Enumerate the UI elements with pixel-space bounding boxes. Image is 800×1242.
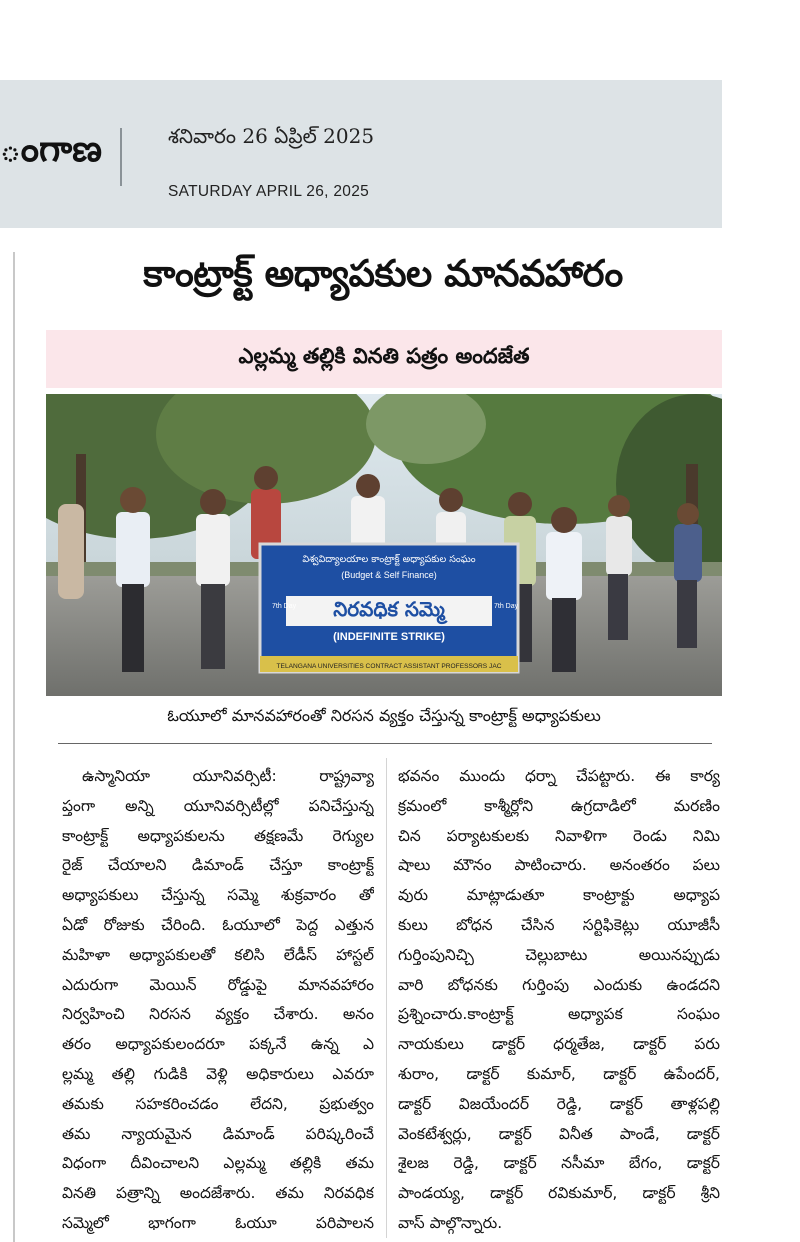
caption-divider [58,743,712,744]
body-line: తమకు సహకరించడం లేదని, ప్రభుత్వం [62,1094,374,1113]
body-line: ల్లమ్మ తల్లి గుడికి వెళ్లి అధికారులు ఎవరూ [62,1064,374,1083]
body-line: షాలు మౌనం పాటించారు. అనంతరం పలు [398,856,720,875]
banner-day-left: 7th Day [272,603,297,610]
protest-photo [46,394,722,696]
body-line: ఏడో రోజుకు చేరింది. ఓయూలో పెద్ద ఎత్తున [62,915,374,934]
photo-caption: ఓయూలో మానవహారంతో నిరసన వ్యక్తం చేస్తున్న కాంట్రాక్ట్ అధ్యాపకులు [167,706,601,725]
banner-main-text: నిరవధిక సమ్మె [333,597,445,621]
body-line: డాక్టర్ విజయేందర్ రెడ్డి, డాక్టర్ తాళ్లపల్లి [398,1094,720,1113]
column-divider [386,758,387,1238]
banner-day-right: 7th Day [494,603,519,610]
body-line: మహిళా అధ్యాపకులతో కలిసి లేడీస్ హాస్టల్ [62,945,374,964]
body-line: వాస్ పాల్గొన్నారు. [398,1213,503,1232]
body-line: పాండయ్య, డాక్టర్ రవికుమార్, డాక్టర్ శ్రీని [398,1184,720,1203]
body-line: శురాం, డాక్టర్ కుమార్, డాక్టర్ ఉపేందర్, [398,1064,720,1083]
body-line: ఉస్మానియా యూనివర్సిటీ: రాష్ట్రవ్యా [82,767,374,785]
strike-banner [260,544,519,672]
body-line: నిర్వహించి నిరసన వ్యక్తం చేశారు. అనం [62,1005,374,1024]
body-line: వినతి పత్రాన్ని అందజేశారు. తమ నిరవధిక [62,1184,374,1203]
date-telugu: శనివారం 26 ఏప్రిల్ 2025 [168,124,375,148]
body-line: వెంకటేశ్వర్లు, డాక్టర్ వినీత పాండే, డాక్టర్ [398,1124,720,1143]
banner-english-text: (INDEFINITE STRIKE) [333,631,445,643]
body-line: వురు మాట్లాడుతూ కాంట్రాక్టు అధ్యాప [398,886,720,905]
body-line: ప్రశ్నించారు.కాంట్రాక్ట్ అధ్యాపక సంఘం [398,1005,720,1024]
body-line: అధ్యాపకులు చేస్తున్న సమ్మె శుక్రవారం తో [62,886,374,905]
body-line: భవనం ముందు ధర్నా చేపట్టారు. ఈ కార్య [398,767,720,785]
body-line: శైలజ రెడ్డి, డాక్టర్ నసీమా బేగం, డాక్టర్ [398,1154,720,1173]
body-line: విధంగా దీవించాలని ఎల్లమ్మ తల్లికి తమ [62,1154,374,1173]
masthead [0,80,722,228]
body-line: కులు బోధన చేసిన సర్టిఫికెట్లు యూజీసీ [398,915,720,934]
body-line: వారి బోధనకు గుర్తింపు ఎందుకు ఉండదని [398,975,720,994]
article-headline: కాంట్రాక్ట్ అధ్యాపకుల మానవహారం [143,252,623,295]
article-column-left [62,762,374,1239]
banner-sub-line: (Budget & Self Finance) [341,570,437,580]
article-subheadline: ఎల్లమ్మ తల్లికి వినతి పత్రం అందజేత [238,344,530,368]
body-line: ప్తంగా అన్ని యూనివర్సిటీల్లో పనిచేస్తున్న [62,796,374,815]
date-english: SATURDAY APRIL 26, 2025 [168,183,370,200]
body-line: ఎదురుగా మెయిన్ రోడ్డుపై మానవహారం [62,975,374,994]
body-line: తమ న్యాయమైన డిమాండ్ పరిష్కరించే [62,1124,374,1143]
body-line: సమ్మెలో భాగంగా ఓయూ పరిపాలన [62,1213,374,1232]
body-line: నాయకులు డాక్టర్ ధర్మతేజ, డాక్టర్ పరు [398,1035,720,1054]
body-line: రైజ్ చేయాలని డిమాండ్ చేస్తూ కాంట్రాక్ట్ [62,856,374,875]
body-line: గుర్తింపునిచ్చి చెల్లుబాటు అయినప్పుడు [398,945,720,964]
masthead-divider [120,128,122,186]
subheadline-box [46,330,722,388]
body-line: క్రమంలో కాశ్మీర్లోని ఉగ్రదాడిలో మరణిం [398,796,720,815]
banner-top-line: విశ్వవిద్యాలయాల కాంట్రాక్ట్ అధ్యాపకుల సంఘం [302,554,476,565]
newspaper-name: ంగాణ [0,128,102,170]
banner-footer: TELANGANA UNIVERSITIES CONTRACT ASSISTANT PROFESSORS JAC [276,663,502,670]
article-column-right [398,762,720,1239]
body-line: కాంట్రాక్ట్ అధ్యాపకులను తక్షణమే రెగ్యుల [62,826,374,845]
body-line: చిన పర్యాటకులకు నివాళిగా రెండు నిమి [398,826,720,845]
page-column-rule [13,252,15,1242]
body-line: తరం అధ్యాపకులందరూ పక్కనే ఉన్న ఎ [62,1035,374,1054]
